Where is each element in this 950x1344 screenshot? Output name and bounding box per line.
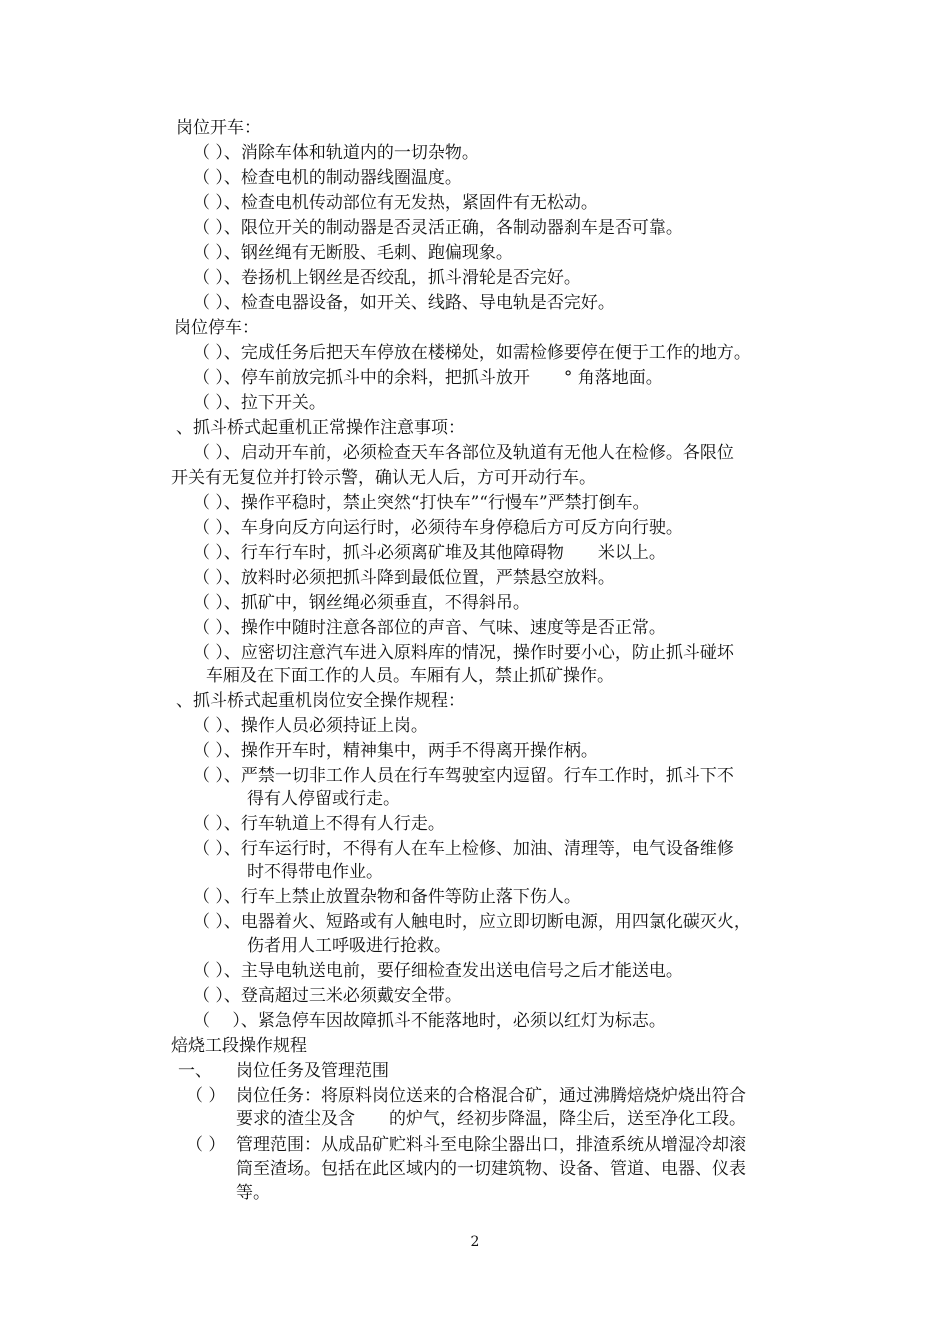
list-item: （ ）、主导电轨送电前，要仔细检查发出送电信号之后才能送电。 (193, 961, 683, 981)
list-item: （ ）、行车运行时，不得有人在车上检修、加油、清理等，电气设备维修 (193, 839, 734, 859)
scope-text: 管理范围：从成品矿贮料斗至电除尘器出口，排渣系统从增湿冷却滚 (236, 1135, 746, 1155)
section-heading-operation-notes: 、抓斗桥式起重机正常操作注意事项： (176, 418, 465, 438)
subsection-title: 岗位任务及管理范围 (236, 1061, 389, 1081)
list-item: （ ）、登高超过三米必须戴安全带。 (193, 986, 462, 1006)
list-item: （ ）、钢丝绳有无断股、毛刺、跑偏现象。 (193, 243, 513, 263)
list-item: （ ）、卷扬机上钢丝是否绞乱，抓斗滑轮是否完好。 (193, 268, 581, 288)
list-item: （ ）、紧急停车因故障抓斗不能落地时，必须以红灯为标志。 (193, 1011, 666, 1031)
item-marker: （ ） (186, 1135, 226, 1155)
scope-text-continuation: 等。 (236, 1183, 270, 1203)
list-item: （ ）、检查电机的制动器线圈温度。 (193, 168, 462, 188)
list-item: （ ）、车身向反方向运行时，必须待车身停稳后方可反方向行驶。 (193, 518, 683, 538)
task-text: 岗位任务：将原料岗位送来的合格混合矿，通过沸腾焙烧炉烧出符合 (236, 1086, 746, 1106)
list-item: （ ）、操作中随时注意各部位的声音、气味、速度等是否正常。 (193, 618, 666, 638)
chapter-title: 焙烧工段操作规程 (171, 1036, 307, 1056)
list-item-continuation: 得有人停留或行走。 (247, 789, 400, 809)
list-item: （ ）、限位开关的制动器是否灵活正确，各制动器刹车是否可靠。 (193, 218, 683, 238)
item-marker: （ ） (186, 1086, 226, 1106)
list-item: （ ）、检查电器设备，如开关、线路、导电轨是否完好。 (193, 293, 615, 313)
subsection-number: 一、 (178, 1061, 212, 1081)
list-item: （ ）、应密切注意汽车进入原料库的情况，操作时要小心，防止抓斗碰坏 (193, 643, 734, 663)
page-number: 2 (470, 1234, 480, 1250)
list-item: （ ）、行车上禁止放置杂物和备件等防止落下伤人。 (193, 887, 581, 907)
list-item: （ ）、拉下开关。 (193, 393, 326, 413)
section-heading-shut-down: 岗位停车： (174, 318, 259, 338)
list-item: （ ）、操作人员必须持证上岗。 (193, 716, 428, 736)
section-heading-start-up: 岗位开车： (176, 118, 261, 138)
list-item: （ ）、停车前放完抓斗中的余料，把抓斗放开 ° 角落地面。 (193, 368, 663, 388)
list-item: （ ）、行车行车时，抓斗必须离矿堆及其他障碍物 米以上。 (193, 543, 666, 563)
list-item-continuation: 时不得带电作业。 (247, 862, 383, 882)
section-heading-safety-rules: 、抓斗桥式起重机岗位安全操作规程： (176, 691, 465, 711)
list-item: （ ）、抓矿中，钢丝绳必须垂直，不得斜吊。 (193, 593, 530, 613)
list-item: （ ）、消除车体和轨道内的一切杂物。 (193, 143, 479, 163)
list-item: （ ）、完成任务后把天车停放在楼梯处，如需检修要停在便于工作的地方。 (193, 343, 751, 363)
list-item: （ ）、操作平稳时，禁止突然“打快车”“行慢车”严禁打倒车。 (193, 493, 650, 513)
list-item-continuation: 车厢及在下面工作的人员。车厢有人，禁止抓矿操作。 (206, 666, 614, 686)
list-item: （ ）、操作开车时，精神集中，两手不得离开操作柄。 (193, 741, 598, 761)
task-text-continuation: 要求的渣尘及含 的炉气，经初步降温，降尘后，送至净化工段。 (236, 1109, 746, 1129)
list-item: （ ）、电器着火、短路或有人触电时，应立即切断电源，用四氯化碳灭火， (193, 912, 751, 932)
scope-text-continuation: 筒至渣场。包括在此区域内的一切建筑物、设备、管道、电器、仪表 (236, 1159, 746, 1179)
list-item: （ ）、启动开车前，必须检查天车各部位及轨道有无他人在检修。各限位 (193, 443, 734, 463)
list-item-continuation: 伤者用人工呼吸进行抢救。 (247, 936, 451, 956)
list-item: （ ）、放料时必须把抓斗降到最低位置，严禁悬空放料。 (193, 568, 615, 588)
list-item: （ ）、检查电机传动部位有无发热，紧固件有无松动。 (193, 193, 598, 213)
list-item-continuation: 开关有无复位并打铃示警，确认无人后，方可开动行车。 (171, 468, 596, 488)
list-item: （ ）、严禁一切非工作人员在行车驾驶室内逗留。行车工作时，抓斗下不 (193, 766, 734, 786)
list-item: （ ）、行车轨道上不得有人行走。 (193, 814, 445, 834)
